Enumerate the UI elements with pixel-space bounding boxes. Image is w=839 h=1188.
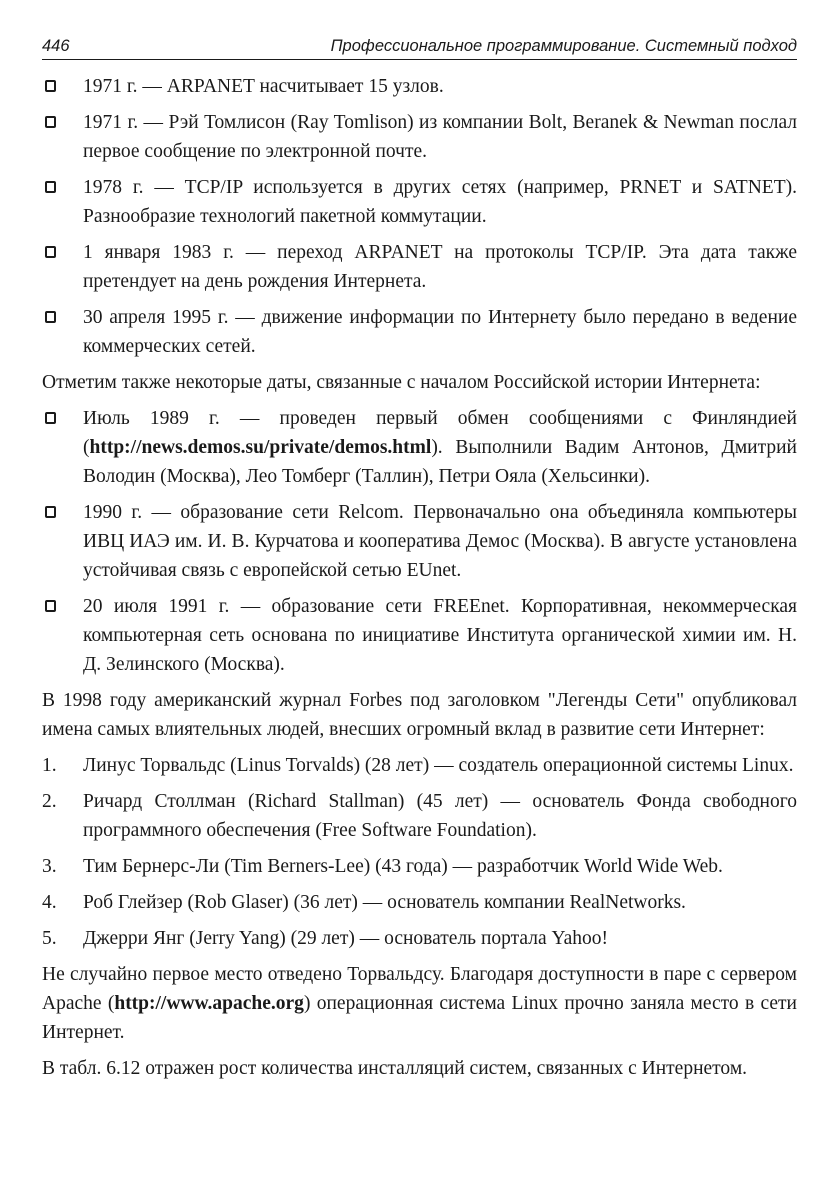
- list-item: [42, 238, 797, 296]
- checkbox-bullet-icon: [45, 116, 56, 128]
- list-item-text: 30 апреля 1995 г. — движение информации по Интернету было передано в ведение коммерческих сетей.: [83, 307, 797, 357]
- list-item: [42, 303, 797, 361]
- list-item-text: 1971 г. — Рэй Томлисон (Ray Tomlison) из компании Bolt, Beranek & Newman послал первое сообщение по электронной почте.: [83, 112, 797, 162]
- list-item: [42, 173, 797, 231]
- checkbox-bullet-icon: [45, 311, 56, 323]
- checkbox-bullet-icon: [45, 506, 56, 518]
- list-item-text: 1 января 1983 г. — переход ARPANET на протоколы TCP/IP. Эта дата также претендует на день рождения Интернета.: [83, 242, 797, 292]
- item-number: 2.: [42, 791, 57, 812]
- torvalds-paragraph: [42, 960, 797, 1047]
- list-item-text: Июль 1989 г. — проведен первый обмен сообщениями с Финляндией (: [83, 408, 797, 458]
- list-item: [42, 924, 797, 953]
- item-number: 1.: [42, 755, 57, 776]
- list-item: [42, 592, 797, 679]
- page-number: 446: [42, 37, 70, 55]
- running-title: Профессиональное программирование. Системный подход: [330, 37, 797, 55]
- checkbox-bullet-icon: [45, 600, 56, 612]
- running-header: [42, 36, 797, 60]
- russian-timeline-list: [42, 404, 797, 679]
- item-number: 3.: [42, 856, 57, 877]
- checkbox-bullet-icon: [45, 181, 56, 193]
- book-page: [42, 36, 797, 1090]
- forbes-paragraph: В 1998 году американский журнал Forbes под заголовком "Легенды Сети" опубликовал имена самых влиятельных людей, внесших огромный вклад в развитие сети Интернет:: [42, 690, 797, 740]
- intro-paragraph-russian-history: Отметим также некоторые даты, связанные с началом Российской истории Интернета:: [42, 372, 761, 393]
- list-item-text: Ричард Столлман (Richard Stallman) (45 лет) — основатель Фонда свободного программного обеспечения (Free Software Foundation).: [83, 791, 797, 841]
- legends-list: [42, 751, 797, 953]
- list-item: [42, 888, 797, 917]
- list-item-text: Джерри Янг (Jerry Yang) (29 лет) — основатель портала Yahoo!: [83, 928, 609, 949]
- list-item: [42, 108, 797, 166]
- list-item: [42, 787, 797, 845]
- item-number: 4.: [42, 892, 57, 913]
- list-item-text: Тим Бернерс-Ли (Tim Berners-Lee) (43 года) — разработчик World Wide Web.: [83, 856, 723, 877]
- list-item: [42, 498, 797, 585]
- checkbox-bullet-icon: [45, 246, 56, 258]
- list-item-text: 20 июля 1991 г. — образование сети FREEnet. Корпоративная, некоммерческая компьютерная сеть основана по инициативе Института органической химии им. Н. Д. Зелинского (Москва).: [83, 596, 797, 675]
- checkbox-bullet-icon: [45, 80, 56, 92]
- list-item: [42, 751, 797, 780]
- list-item-text: 1971 г. — ARPANET насчитывает 15 узлов.: [83, 76, 444, 97]
- apache-link[interactable]: http://www.apache.org: [114, 993, 304, 1014]
- list-item-text: 1978 г. — TCP/IP используется в других сетях (например, PRNET и SATNET). Разнообразие технологий пакетной коммутации.: [83, 177, 797, 227]
- list-item-text: 1990 г. — образование сети Relcom. Первоначально она объединяла компьютеры ИВЦ ИАЭ им. И. В. Курчатова и кооператива Демос (Москва). В августе установлена устойчивая связь с европейской сетью EUnet.: [83, 502, 797, 581]
- list-item: [42, 852, 797, 881]
- demos-link[interactable]: http://news.demos.su/private/demos.html: [89, 437, 432, 458]
- checkbox-bullet-icon: [45, 412, 56, 424]
- list-item-text: Роб Глейзер (Rob Glaser) (36 лет) — основатель компании RealNetworks.: [83, 892, 686, 913]
- list-item: [42, 404, 797, 491]
- list-item-text: Линус Торвальдс (Linus Torvalds) (28 лет) — создатель операционной системы Linux.: [83, 755, 794, 776]
- list-item-text: ). Выполнили Вадим Антонов, Дмитрий Володин (Москва), Лео Томберг (Таллин), Петри Ояла (Хельсинки).: [83, 437, 797, 487]
- paragraph-text: Не случайно первое место отведено Торвальдсу. Благодаря доступности в паре с сервером Apache (: [42, 964, 797, 1014]
- table-reference-paragraph: В табл. 6.12 отражен рост количества инсталляций систем, связанных с Интернетом.: [42, 1058, 748, 1079]
- item-number: 5.: [42, 928, 57, 949]
- paragraph-text: ) операционная система Linux прочно заняла место в сети Интернет.: [42, 993, 797, 1043]
- list-item: [42, 72, 797, 101]
- timeline-list: [42, 72, 797, 361]
